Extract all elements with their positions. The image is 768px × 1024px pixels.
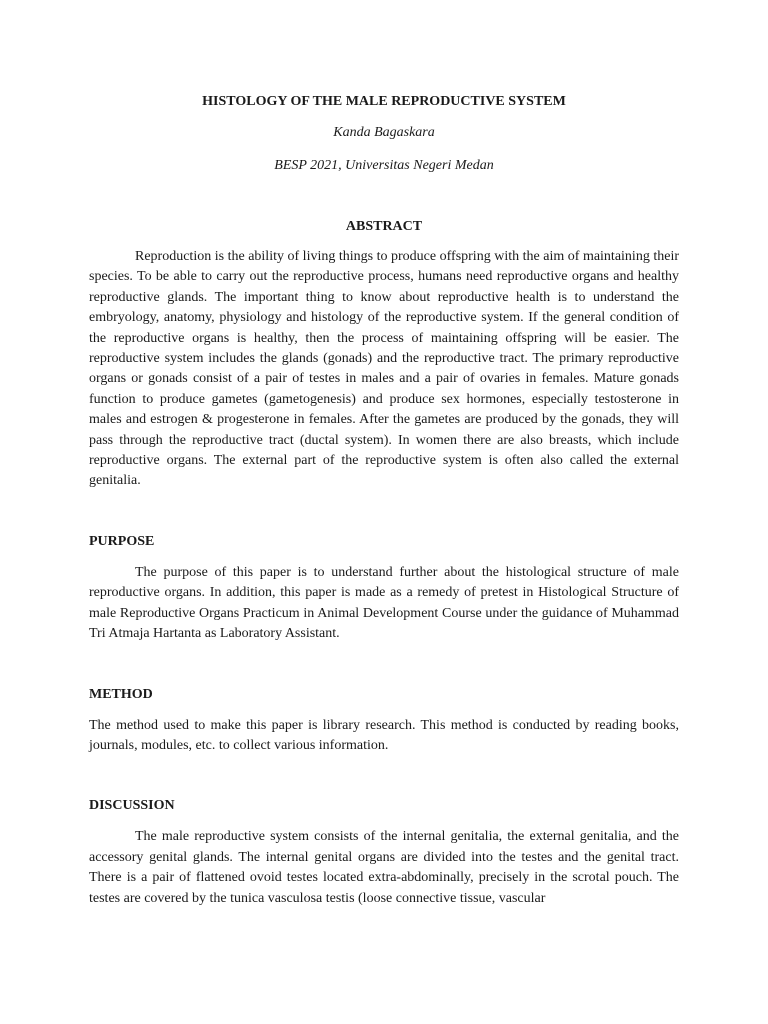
purpose-paragraph: The purpose of this paper is to understand further about the histological structure of male reproductive organs. In addition, this paper is made as a remedy of pretest in Histological Structure of male Reproductive Organs Practicum in Animal Development Course under the guidance of Muhammad Tri Atmaja Hartanta as Laboratory Assistant. [89, 564, 679, 642]
paper-title: HISTOLOGY OF THE MALE REPRODUCTIVE SYSTEM [202, 94, 566, 109]
abstract-paragraph: Reproduction is the ability of living things to produce offspring with the aim of maintaining their species. To be able to carry out the reproductive process, humans need reproductive organs and healthy reproductive glands. The important thing to know about reproductive health is to understand the embryology, anatomy, physiology and histology of the reproductive system. If the general condition of the reproductive organs is healthy, then the process of maintaining offspring will be easier. The reproductive system includes the glands (gonads) and the reproductive tract. The primary reproductive organs or gonads consist of a pair of testes in males and a pair of ovaries in females. Mature gonads function to produce gametes (gametogenesis) and produce sex hormones, especially testosterone in males and estrogen & progesterone in females. After the gametes are produced by the gonads, they will pass through the reproductive tract (ductal system). In women there are also breasts, which include reproductive organs. The external part of the reproductive system is often also called the external genitalia. [89, 249, 679, 489]
author-name: Kanda Bagaskara [333, 125, 435, 140]
discussion-paragraph: The male reproductive system consists of the internal genitalia, the external genitalia, and the accessory genital glands. The internal genital organs are divided into the testes and the genital tract. There is a pair of flattened ovoid testes located extra-abdominally, precisely in the scrotal pouch. The testes are covered by the tunica vasculosa testis (loose connective tissue, vascular [89, 829, 679, 906]
method-paragraph: The method used to make this paper is library research. This method is conducted by reading books, journals, modules, etc. to collect various information. [89, 717, 679, 753]
method-heading: METHOD [89, 686, 153, 702]
purpose-heading: PURPOSE [89, 533, 155, 549]
author-affiliation: BESP 2021, Universitas Negeri Medan [274, 158, 494, 173]
discussion-heading: DISCUSSION [89, 798, 175, 814]
abstract-heading: ABSTRACT [345, 219, 423, 234]
